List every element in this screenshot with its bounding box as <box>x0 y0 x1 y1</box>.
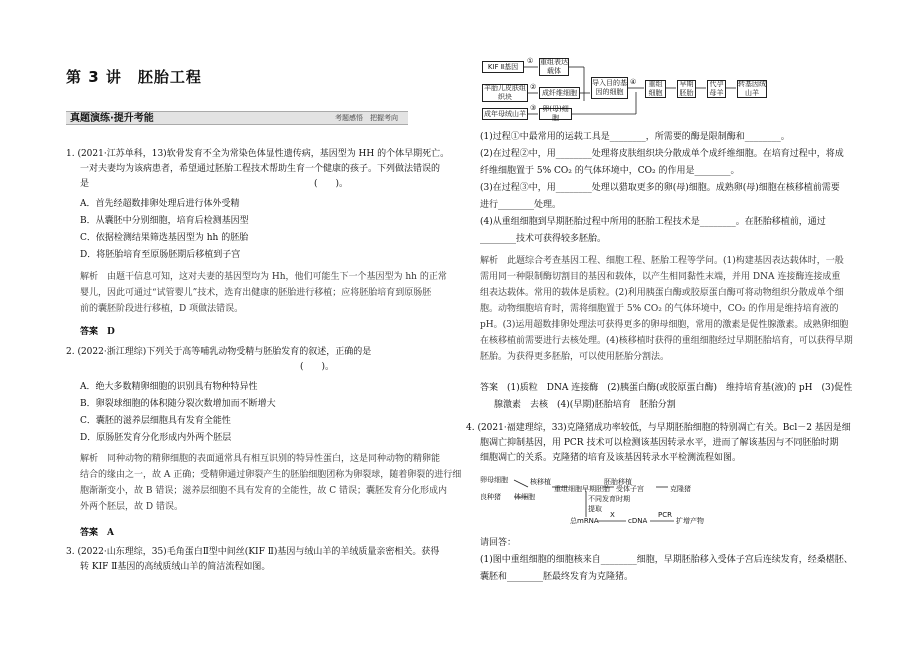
question-2-line: ( )。 <box>66 362 335 372</box>
section-subtitle: 考题感悟 把握考向 <box>335 114 398 122</box>
box-transgenic-goat: 转基因绒山羊 <box>738 80 766 97</box>
question-4-line: 4. (2021·福建理综，33)克隆猪成功率较低，与早期胚胎细胞的特别凋亡有关。Bcl－2 基因是细 <box>466 423 851 433</box>
question-2-explanation: 外两个胚层，故 D 错误。 <box>80 502 183 512</box>
section-bar <box>66 111 408 125</box>
question-2-option: C．囊胚的滋养层细胞具有发育全能性 <box>80 416 231 426</box>
label-pcr: PCR <box>658 511 672 519</box>
question-3-subquestion: (1)过程①中最常用的运载工具是________，所需要的酶是限制酶和________。 <box>480 132 790 142</box>
question-1-line: 是 ( )。 <box>80 179 349 189</box>
question-3-answer: 腺激素 去核 (4)(早期)胚胎培育 胚胎分割 <box>494 400 676 410</box>
question-4-line: 细胞凋亡的关系。克隆猪的培育及该基因转录水平检测流程如图。 <box>480 453 742 463</box>
question-1-explanation: 前的囊胚阶段进行移植，D 项做法错误。 <box>80 304 244 314</box>
question-1-option: C．依据检测结果筛选基因型为 hh 的胚胎 <box>80 233 249 243</box>
label-product: 扩增产物 <box>676 517 704 525</box>
box-vector: 重组表达载体 <box>540 58 568 75</box>
step-3-label: ③ <box>530 104 537 112</box>
question-4-prompt: 请回答： <box>480 538 517 548</box>
question-3-subquestion: 纤维细胞置于 5% CO₂ 的气体环境中，CO₂ 的作用是________。 <box>480 166 740 176</box>
label-host-uterus: 受体子宫 <box>616 485 644 493</box>
question-3-subquestion: (2)在过程②中，用________处理将皮肤组织块分散成单个成纤维细胞。在培育过程中，将成 <box>480 149 844 159</box>
question-3-answer: 答案 (1)质粒 DNA 连接酶 (2)胰蛋白酶(或胶原蛋白酶) 维持培育基(液)的 pH (3)促性 <box>480 383 853 393</box>
question-1-line: 1. (2021·江苏单科，13)软骨发育不全为常染色体显性遗传病，基因型为 HH 的个体早期死亡。 <box>66 149 450 159</box>
box-recomb-cell: 重组细胞 <box>645 80 666 98</box>
question-3-explanation: 在核移植前需要进行去核处理。(4)核移植时获得的重组细胞经过早期胚胎培育，可以获得早期 <box>480 336 853 346</box>
question-2-answer: 答案 A <box>80 528 114 538</box>
question-4-prompt: (1)图中重组细胞的细胞核来自________细胞，早期胚胎移入受体子宫后连续发育，经桑椹胚、 <box>480 555 853 565</box>
question-3-line: 转 KIF Ⅱ基因的高绒质绒山羊的简洁流程如图。 <box>80 562 271 572</box>
label-x: X <box>610 511 615 519</box>
label-recomb-cell: 重组细胞 <box>554 485 582 493</box>
label-clone-pig: 克隆猪 <box>670 485 691 493</box>
question-3-subquestion: ________技术可获得较多胚胎。 <box>480 234 607 244</box>
label-somatic: 体细胞 <box>514 493 535 501</box>
label-extract: 提取 <box>588 505 602 513</box>
question-2-option: B．卵裂球细胞的体积随分裂次数增加而不断增大 <box>80 399 276 409</box>
question-2-option: D．原肠胚发育分化形成内外两个胚层 <box>80 433 232 443</box>
box-skin: 羊胎儿皮肤组织块 <box>484 84 526 101</box>
label-breed-pig: 良种猪 <box>480 493 501 501</box>
label-mrna: 总mRNA <box>570 517 599 525</box>
step-4-label: ④ <box>630 78 637 86</box>
box-egg-cell: 卵(母)细胞 <box>539 108 572 120</box>
box-target-cell: 导入目的基因的细胞 <box>591 77 628 99</box>
box-early-embryo: 早期胚胎 <box>677 80 696 98</box>
question-4-line: 胞凋亡抑制基因，用 PCR 技术可以检测该基因转录水平，进而了解该基因与不同胚胎时期 <box>480 438 839 448</box>
question-2-explanation: 胞渐渐变小，故 B 错误；滋养层细胞不具有发育的全能性，故 C 错误；囊胚发育分化形成内 <box>80 486 447 496</box>
question-2-line: 2. (2022·浙江理综)下列关于高等哺乳动物受精与胚胎发育的叙述，正确的是 <box>66 347 372 357</box>
question-2-explanation: 解析 同种动物的精卵细胞的表面通常具有相互识别的特异性蛋白，这是同种动物的精卵能 <box>80 454 441 464</box>
question-1-option: B．从囊胚中分别细胞，培育后检测基因型 <box>80 216 249 226</box>
question-3-explanation: 胞。动物细胞培育时，需将细胞置于 5% CO₂ 的气体环境中，CO₂ 的作用是维持培育液的 <box>480 304 839 314</box>
question-1-explanation: 解析 由题干信息可知，这对夫妻的基因型均为 Hh，他们可能生下一个基因型为 hh 的正常 <box>80 272 447 282</box>
question-3-explanation: 胚胎。为获得更多胚胎，可以使用胚胎分割法。 <box>480 352 670 362</box>
question-3-subquestion: (4)从重组细胞到早期胚胎过程中所用的胚胎工程技术是________。在胚胎移植前，通过 <box>480 217 826 227</box>
question-3-explanation: 组表达载体。常用的载体是质粒。(2)利用胰蛋白酶或胶原蛋白酶可将动物组织分散成单个细 <box>480 288 844 298</box>
kif-flow-diagram <box>480 56 780 122</box>
question-3-subquestion: 进行________处理。 <box>480 200 562 210</box>
box-adult-goat: 成年母绒山羊 <box>482 108 528 120</box>
question-3-explanation: 需用同一种限制酶切割目的基因和载体，以产生相同黏性末端，并用 DNA 连接酶连接成重 <box>480 272 841 282</box>
label-embryo-transfer: 胚胎移植 <box>604 478 632 486</box>
step-2-label: ② <box>530 83 537 91</box>
label-nuclear-transfer: 核移植 <box>530 478 551 486</box>
question-1-option: A．首先经超数排卵处理后进行体外受精 <box>80 199 240 209</box>
clone-pig-flow-diagram <box>478 475 748 531</box>
question-3-line: 3. (2022·山东理综，35)毛角蛋白Ⅱ型中间丝(KIF Ⅱ)基因与绒山羊的羊绒质量亲密相关。获得 <box>66 547 440 557</box>
label-oocyte: 卵母细胞 <box>480 476 508 484</box>
question-4-prompt: 囊胚和________胚最终发育为克隆猪。 <box>480 572 634 582</box>
question-3-explanation: 解析 此题综合考查基因工程、细胞工程、胚胎工程等学问。(1)构建基因表达载体时，一般 <box>480 256 844 266</box>
box-kif-gene: KIF Ⅱ基因 <box>482 61 524 73</box>
question-3-explanation: pH。(3)运用超数排卵处理法可获得更多的卵母细胞，常用的激素是促性腺激素。成熟卵细胞 <box>480 320 849 330</box>
label-early-embryo: 早期胚胎 <box>582 485 610 493</box>
box-surrogate: 代孕母羊 <box>707 80 726 98</box>
section-title: 真题演练·提升考能 <box>70 113 154 124</box>
label-stage: 不同发育时期 <box>588 495 630 503</box>
page-title: 第 3 讲 胚胎工程 <box>66 68 202 86</box>
step-1-label: ① <box>527 57 534 65</box>
question-1-answer: 答案 D <box>80 327 115 337</box>
question-1-line: 一对夫妻均为该病患者，希望通过胚胎工程技术帮助生育一个健康的孩子。下列做法错误的 <box>80 164 441 174</box>
question-3-subquestion: (3)在过程③中，用________处理以猎取更多的卵(母)细胞。成熟卵(母)细胞在核移植前需要 <box>480 183 840 193</box>
question-1-explanation: 婴儿，因此可通过“试管婴儿”技术，选育出健康的胚胎进行移植；应将胚胎培育到原肠胚 <box>80 288 432 298</box>
label-cdna: cDNA <box>628 517 648 525</box>
question-2-option: A．绝大多数精卵细胞的识别具有物种特异性 <box>80 382 258 392</box>
question-2-explanation: 结合的缘由之一，故 A 正确；受精卵通过卵裂产生的胚胎细胞团称为卵裂球，随着卵裂的进行细 <box>80 470 462 480</box>
question-1-option: D．将胚胎培育至原肠胚期后移植到子宫 <box>80 250 241 260</box>
box-fibroblast: 成纤维细胞 <box>539 87 580 99</box>
